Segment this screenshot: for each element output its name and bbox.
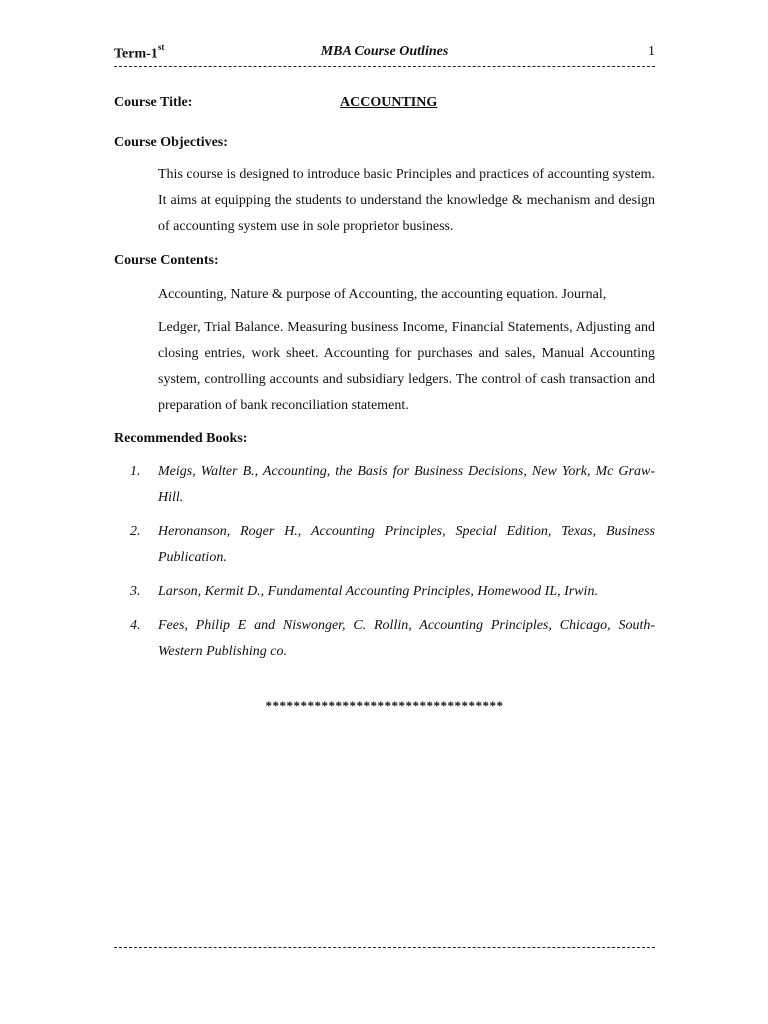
contents-heading: Course Contents:: [114, 253, 219, 268]
book-item: [130, 613, 655, 665]
term-superscript: st: [157, 42, 165, 52]
books-heading: Recommended Books:: [114, 431, 248, 446]
section-end-stars: **********************************: [265, 698, 504, 713]
objectives-text: This course is designed to introduce basic Principles and practices of accounting system. It aims at equipping the students to understand the knowledge & mechanism and design of accounting system use in sole proprietor business.: [158, 167, 655, 234]
header-divider: [114, 66, 655, 67]
objectives-heading: Course Objectives:: [114, 135, 228, 150]
page-header: [114, 44, 655, 66]
book-number: 2.: [130, 524, 141, 539]
book-number: 4.: [130, 618, 141, 633]
book-citation: Heronanson, Roger H., Accounting Principles, Special Edition, Texas, Business Publication.: [158, 524, 655, 565]
header-title: MBA Course Outlines: [320, 44, 449, 59]
course-title-row: [114, 90, 655, 116]
book-item: [130, 519, 655, 571]
course-title: ACCOUNTING: [340, 95, 438, 110]
footer-divider: [114, 947, 655, 948]
book-number: 3.: [130, 584, 141, 599]
book-item: [130, 459, 655, 511]
book-citation: Fees, Philip E and Niswonger, C. Rollin, Accounting Principles, Chicago, South-Western Publishing co.: [158, 618, 655, 659]
page-number: 1: [648, 44, 655, 59]
book-number: 1.: [130, 464, 141, 479]
course-title-label: Course Title:: [114, 95, 193, 110]
book-citation: Meigs, Walter B., Accounting, the Basis for Business Decisions, New York, Mc Graw-Hill.: [158, 464, 655, 505]
book-item: [130, 579, 655, 605]
term-label: Term-1st: [114, 42, 165, 62]
book-citation: Larson, Kermit D., Fundamental Accounting Principles, Homewood IL, Irwin.: [158, 584, 598, 599]
contents-paragraph: Accounting, Nature & purpose of Accounting, the accounting equation. Journal,: [158, 287, 607, 302]
contents-paragraph: Ledger, Trial Balance. Measuring business Income, Financial Statements, Adjusting and closing entries, work sheet. Accounting for purchases and sales, Manual Accounting system, controlling accounts and subsidiary ledgers. The control of cash transaction and preparation of bank reconciliation statement.: [158, 320, 655, 413]
